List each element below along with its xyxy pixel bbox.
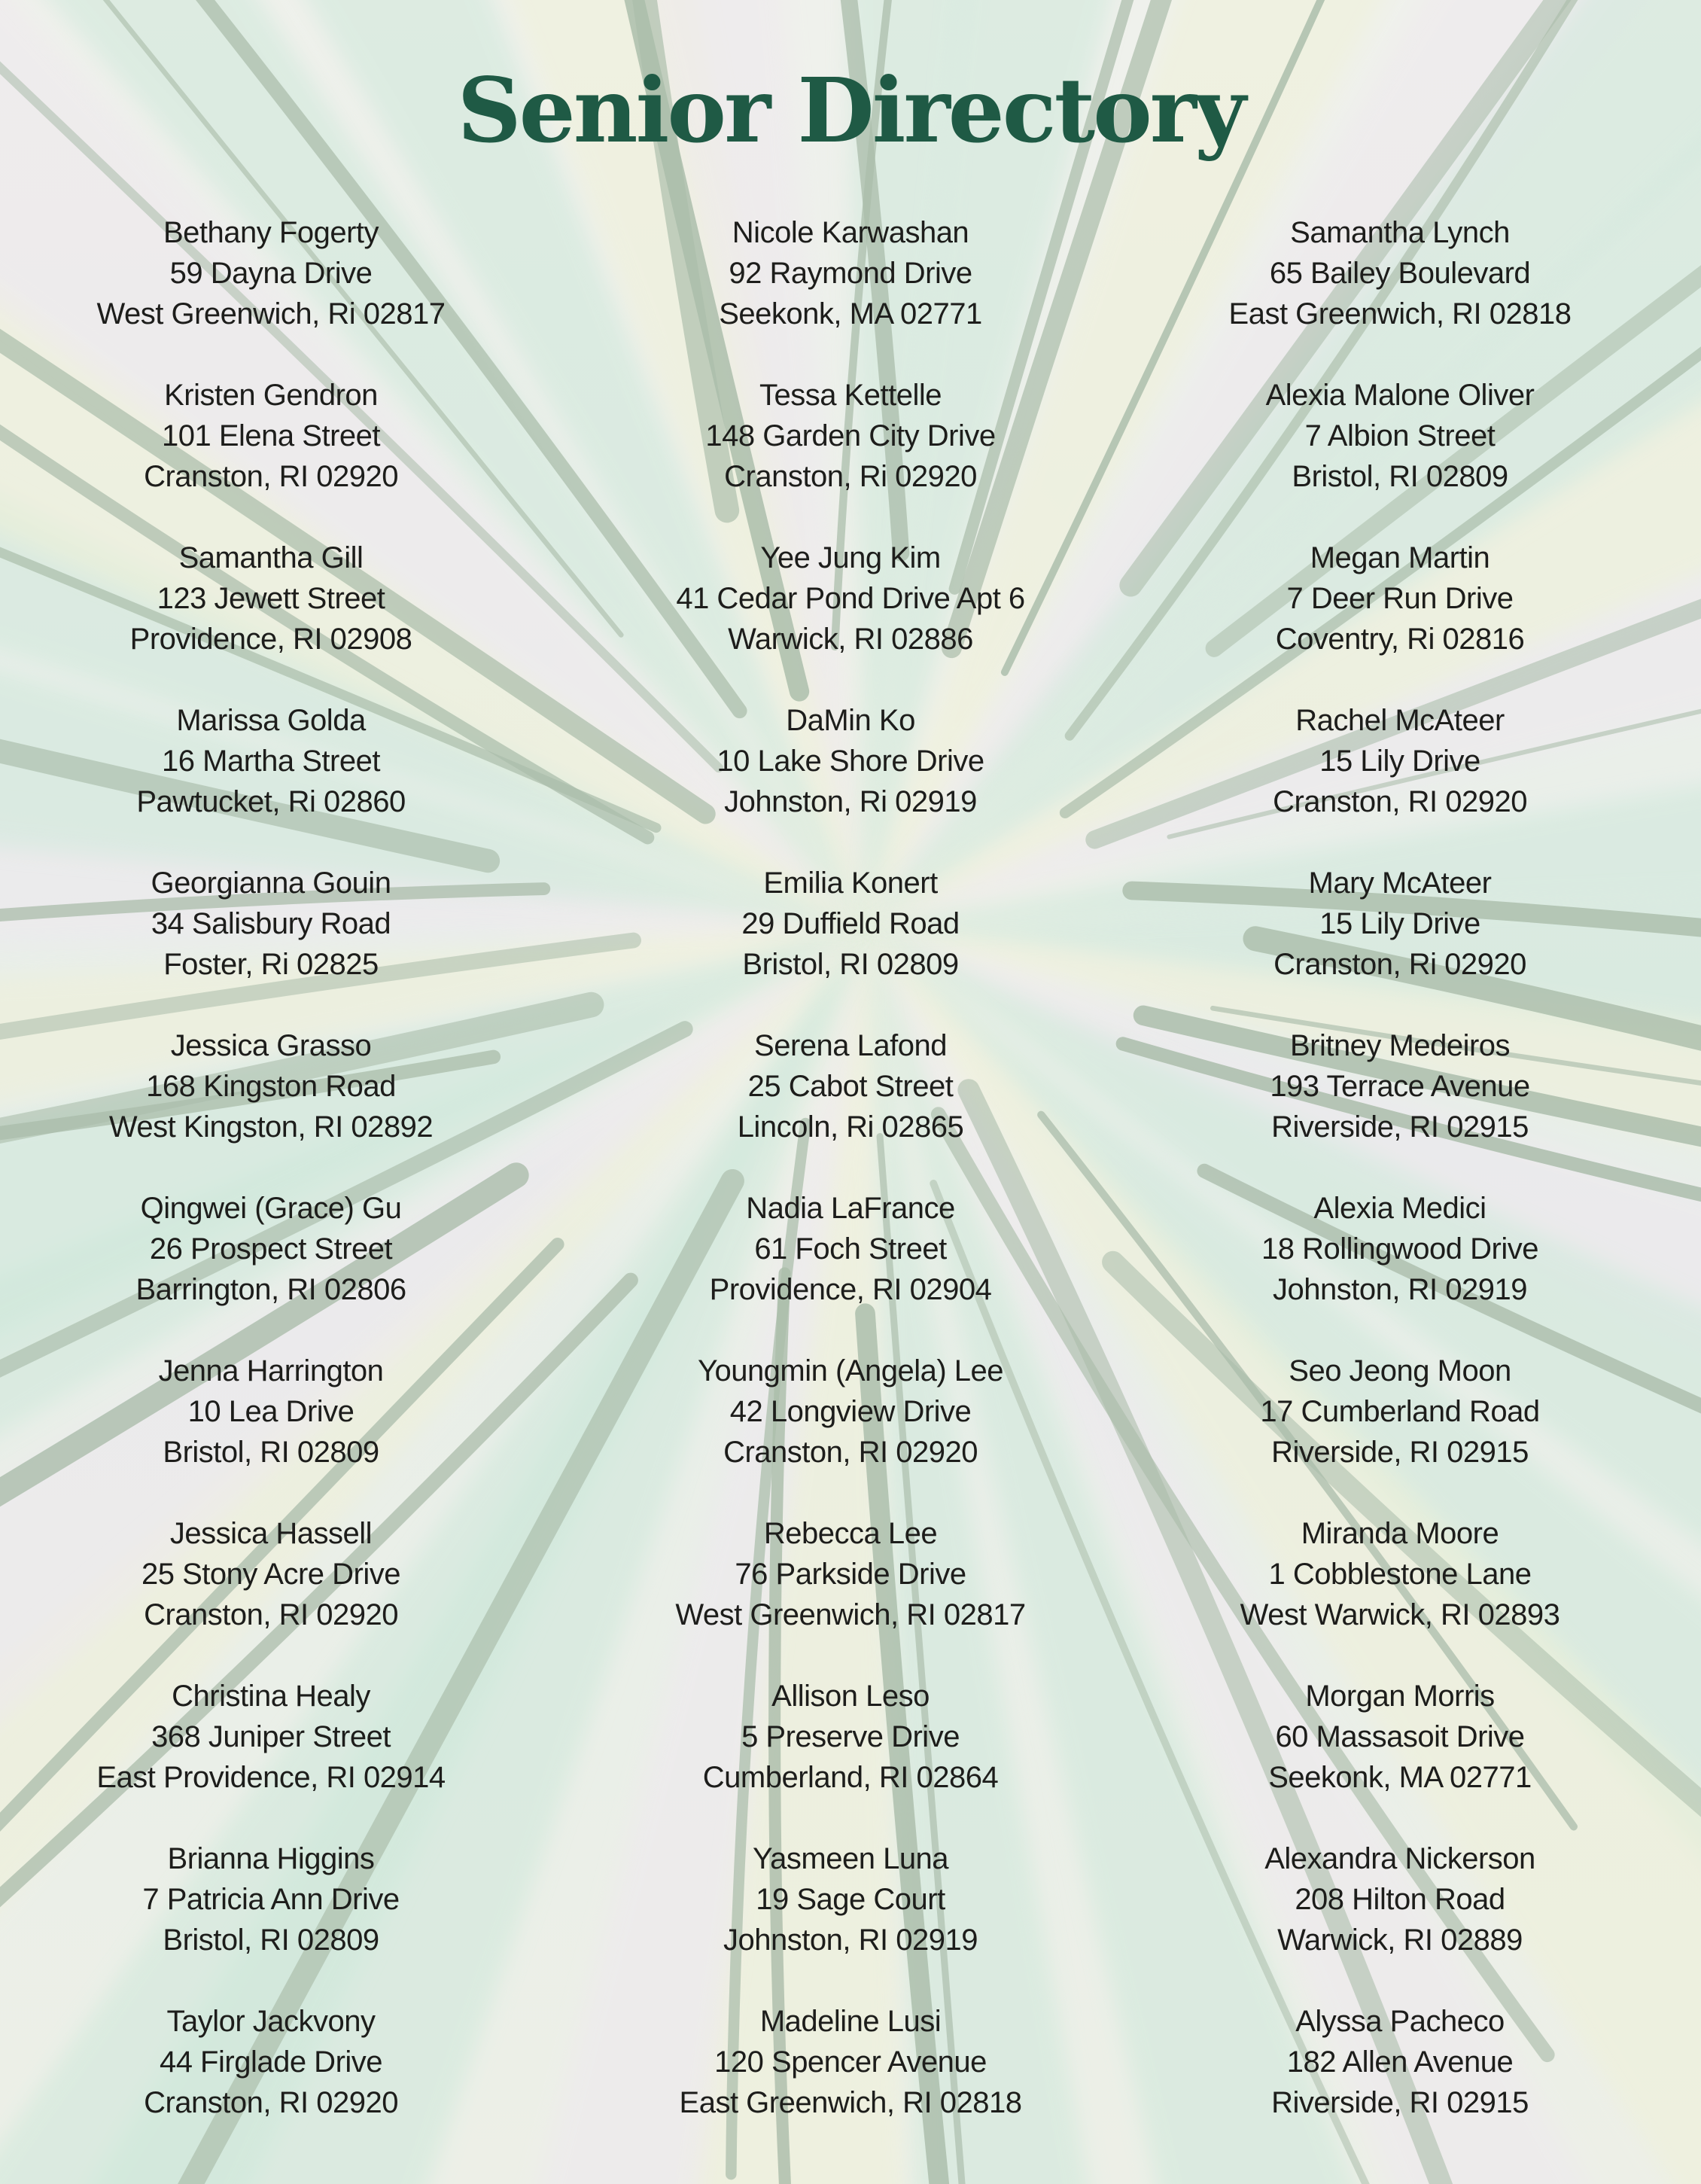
entry-street: 15 Lily Drive (1319, 907, 1480, 940)
directory-entry (15, 1025, 527, 1188)
directory-entry (1144, 2001, 1656, 2164)
entry-street: 193 Terrace Avenue (1270, 1070, 1530, 1103)
entry-city: Cumberland, RI 02864 (702, 1761, 999, 1794)
entry-name: Megan Martin (1310, 541, 1490, 574)
entry-city: Seekonk, MA 02771 (719, 297, 982, 330)
directory-entry (15, 212, 527, 375)
entry-city: Lincoln, Ri 02865 (737, 1110, 964, 1144)
entry-name: Seo Jeong Moon (1289, 1354, 1511, 1387)
entry-name: Georgianna Gouin (151, 867, 391, 900)
directory-entry (595, 1351, 1106, 1513)
directory-entry (15, 2001, 527, 2164)
entry-street: 16 Martha Street (162, 745, 380, 778)
directory-entry (15, 1351, 527, 1513)
entry-name: Samantha Lynch (1290, 216, 1510, 249)
directory-column-3 (1144, 212, 1656, 2164)
entry-street: 10 Lea Drive (187, 1395, 355, 1428)
entry-city: Cranston, RI 02920 (144, 460, 398, 493)
entry-name: Bethany Fogerty (163, 216, 379, 249)
entry-city: Pawtucket, Ri 02860 (136, 785, 406, 818)
entry-street: 148 Garden City Drive (705, 419, 996, 452)
entry-name: Britney Medeiros (1289, 1029, 1511, 1062)
entry-city: Providence, RI 02904 (709, 1273, 992, 1306)
entry-street: 10 Lake Shore Drive (717, 745, 984, 778)
entry-street: 120 Spencer Avenue (714, 2045, 987, 2079)
entry-name: Jessica Grasso (170, 1029, 372, 1062)
entry-street: 7 Albion Street (1304, 419, 1496, 452)
entry-name: Madeline Lusi (759, 2005, 942, 2038)
entry-name: Mary McAteer (1308, 867, 1492, 900)
directory-entry (595, 538, 1106, 700)
entry-city: East Greenwich, RI 02818 (1228, 297, 1572, 330)
entry-street: 92 Raymond Drive (729, 257, 972, 290)
entry-name: Rachel McAteer (1295, 704, 1505, 737)
entry-city: West Greenwich, RI 02817 (675, 1598, 1026, 1631)
entry-city: Cranston, RI 02920 (723, 1436, 978, 1469)
entry-city: West Warwick, RI 02893 (1240, 1598, 1560, 1631)
directory-entry (595, 1513, 1106, 1676)
entry-name: Jenna Harrington (158, 1354, 384, 1387)
directory-entry (15, 1513, 527, 1676)
directory-entry (15, 538, 527, 700)
entry-city: Cranston, RI 02920 (1273, 785, 1527, 818)
entry-name: Miranda Moore (1301, 1517, 1499, 1550)
directory-column-2 (595, 212, 1106, 2164)
directory-entry (15, 1676, 527, 1838)
entry-city: East Greenwich, RI 02818 (679, 2086, 1022, 2119)
directory-column-1 (15, 212, 527, 2164)
entry-city: Bristol, RI 02809 (1292, 460, 1508, 493)
entry-city: Bristol, RI 02809 (163, 1924, 379, 1957)
directory-entry (1144, 700, 1656, 863)
entry-street: 208 Hilton Road (1295, 1883, 1505, 1916)
entry-city: Cranston, RI 02920 (144, 1598, 398, 1631)
entry-street: 17 Cumberland Road (1260, 1395, 1540, 1428)
entry-street: 1 Cobblestone Lane (1268, 1558, 1532, 1591)
directory-entry (595, 2001, 1106, 2164)
directory-entry (1144, 863, 1656, 1025)
entry-city: Riverside, RI 02915 (1271, 1110, 1529, 1144)
directory-entry (595, 1025, 1106, 1188)
entry-city: East Providence, RI 02914 (96, 1761, 446, 1794)
entry-city: Barrington, RI 02806 (135, 1273, 406, 1306)
entry-name: Nadia LaFrance (746, 1192, 955, 1225)
directory-entry (1144, 538, 1656, 700)
entry-name: DaMin Ko (786, 704, 915, 737)
entry-street: 368 Juniper Street (151, 1720, 391, 1753)
entry-city: Warwick, RI 02889 (1277, 1924, 1523, 1957)
entry-name: Rebecca Lee (763, 1517, 938, 1550)
entry-street: 65 Bailey Boulevard (1269, 257, 1531, 290)
directory-columns (0, 212, 1701, 2140)
entry-street: 101 Elena Street (162, 419, 380, 452)
entry-name: Serena Lafond (754, 1029, 947, 1062)
directory-entry (1144, 1676, 1656, 1838)
entry-city: Cranston, RI 02920 (144, 2086, 398, 2119)
entry-city: West Kingston, RI 02892 (108, 1110, 434, 1144)
entry-city: Cranston, Ri 02920 (1273, 948, 1526, 981)
entry-city: Seekonk, MA 02771 (1268, 1761, 1532, 1794)
entry-street: 42 Longview Drive (729, 1395, 972, 1428)
entry-city: Bristol, RI 02809 (163, 1436, 379, 1469)
entry-street: 5 Preserve Drive (741, 1720, 960, 1753)
entry-name: Brianna Higgins (167, 1842, 375, 1875)
entry-street: 25 Cabot Street (747, 1070, 954, 1103)
entry-street: 25 Stony Acre Drive (141, 1558, 400, 1591)
page-title: Senior Directory (457, 58, 1244, 163)
directory-entry (1144, 1513, 1656, 1676)
entry-city: Bristol, RI 02809 (742, 948, 959, 981)
entry-street: 26 Prospect Street (149, 1232, 393, 1266)
directory-entry (1144, 1351, 1656, 1513)
entry-city: Johnston, Ri 02919 (724, 785, 977, 818)
entry-street: 18 Rollingwood Drive (1261, 1232, 1538, 1266)
entry-street: 61 Foch Street (754, 1232, 947, 1266)
entry-name: Samantha Gill (178, 541, 364, 574)
directory-entry (595, 700, 1106, 863)
entry-city: Riverside, RI 02915 (1271, 1436, 1529, 1469)
entry-name: Tessa Kettelle (759, 379, 942, 412)
entry-city: Cranston, Ri 02920 (724, 460, 977, 493)
entry-street: 59 Dayna Drive (169, 257, 373, 290)
directory-entry (1144, 1025, 1656, 1188)
entry-street: 7 Deer Run Drive (1286, 582, 1514, 615)
directory-entry (595, 375, 1106, 538)
directory-entry (1144, 1188, 1656, 1351)
entry-street: 60 Massasoit Drive (1275, 1720, 1525, 1753)
entry-name: Qingwei (Grace) Gu (140, 1192, 402, 1225)
entry-street: 34 Salisbury Road (151, 907, 391, 940)
entry-street: 15 Lily Drive (1319, 745, 1480, 778)
entry-street: 123 Jewett Street (157, 582, 385, 615)
entry-city: Coventry, Ri 02816 (1275, 623, 1525, 656)
entry-city: Providence, RI 02908 (129, 623, 412, 656)
entry-name: Taylor Jackvony (166, 2005, 376, 2038)
entry-name: Youngmin (Angela) Lee (697, 1354, 1004, 1387)
entry-city: Johnston, RI 02919 (1273, 1273, 1527, 1306)
entry-name: Christina Healy (172, 1680, 370, 1713)
directory-entry (595, 212, 1106, 375)
entry-name: Jessica Hassell (169, 1517, 373, 1550)
entry-street: 41 Cedar Pond Drive Apt 6 (676, 582, 1025, 615)
entry-city: Foster, Ri 02825 (163, 948, 379, 981)
entry-city: Riverside, RI 02915 (1271, 2086, 1529, 2119)
entry-name: Alexia Medici (1313, 1192, 1486, 1225)
directory-entry (1144, 212, 1656, 375)
entry-street: 76 Parkside Drive (735, 1558, 966, 1591)
entry-city: West Greenwich, Ri 02817 (96, 297, 446, 330)
entry-name: Allison Leso (771, 1680, 930, 1713)
entry-street: 7 Patricia Ann Drive (142, 1883, 400, 1916)
entry-street: 182 Allen Avenue (1286, 2045, 1514, 2079)
directory-entry (15, 1188, 527, 1351)
entry-name: Yee Jung Kim (760, 541, 941, 574)
entry-name: Alyssa Pacheco (1295, 2005, 1505, 2038)
entry-city: Johnston, RI 02919 (723, 1924, 978, 1957)
entry-name: Yasmeen Luna (752, 1842, 949, 1875)
directory-entry (595, 1676, 1106, 1838)
entry-street: 44 Firglade Drive (159, 2045, 383, 2079)
entry-street: 19 Sage Court (756, 1883, 945, 1916)
entry-street: 168 Kingston Road (146, 1070, 396, 1103)
entry-name: Alexandra Nickerson (1264, 1842, 1535, 1875)
directory-entry (595, 1188, 1106, 1351)
entry-city: Warwick, RI 02886 (728, 623, 973, 656)
entry-name: Marissa Golda (176, 704, 366, 737)
directory-entry (15, 700, 527, 863)
directory-entry (15, 375, 527, 538)
directory-entry (595, 863, 1106, 1025)
directory-entry (15, 1838, 527, 2001)
entry-name: Alexia Malone Oliver (1265, 379, 1535, 412)
directory-entry (15, 863, 527, 1025)
entry-name: Kristen Gendron (164, 379, 378, 412)
directory-entry (595, 1838, 1106, 2001)
directory-entry (1144, 1838, 1656, 2001)
entry-name: Morgan Morris (1305, 1680, 1495, 1713)
entry-name: Emilia Konert (763, 867, 938, 900)
directory-entry (1144, 375, 1656, 538)
entry-street: 29 Duffield Road (741, 907, 960, 940)
entry-name: Nicole Karwashan (732, 216, 969, 249)
